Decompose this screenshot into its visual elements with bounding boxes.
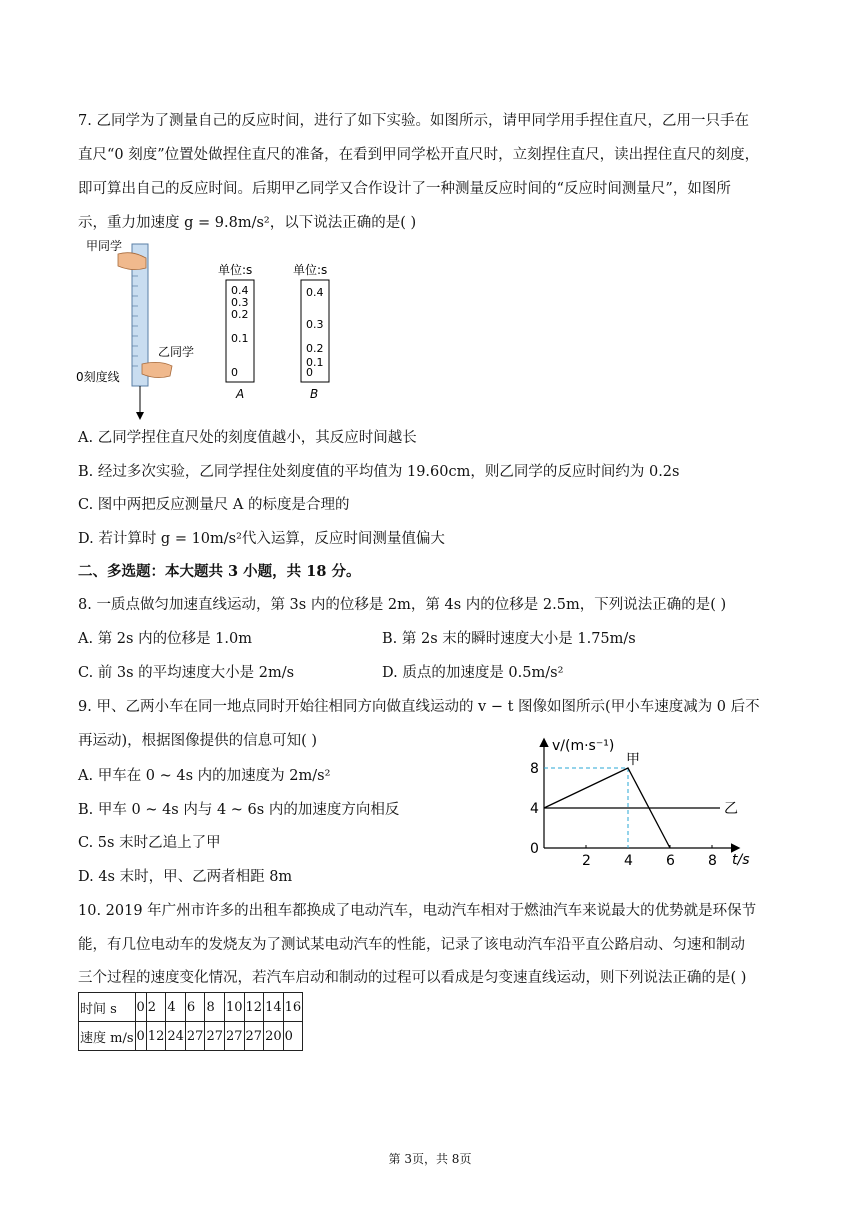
label-zero-line: 0刻度线 bbox=[76, 370, 120, 384]
q10-stem-line-2: 能，有几位电动车的发烧友为了测试某电动汽车的性能，记录了该电动汽车沿平直公路启动、匀速和制动 bbox=[78, 937, 745, 953]
lower-hand-icon bbox=[142, 362, 172, 377]
q9-option-a: A. 甲车在 0 ~ 4s 内的加速度为 2m/s² bbox=[78, 768, 331, 784]
table-cell: 16 bbox=[283, 993, 303, 1022]
table-cell: 12 bbox=[244, 993, 264, 1022]
q10-stem-line-1: 10. 2019 年广州市许多的出租车都换成了电动汽车，电动汽车相对于燃油汽车来说最大的优势就是环保节 bbox=[78, 903, 757, 919]
table-cell: 速度 m/s bbox=[79, 1022, 136, 1051]
q7-stem-line-2: 直尺“0 刻度”位置处做捏住直尺的准备，在看到甲同学松开直尺时，立刻捏住直尺，读出捏住直尺的刻度， bbox=[78, 147, 760, 163]
table-cell: 27 bbox=[185, 1022, 205, 1051]
q7-option-a: A. 乙同学捏住直尺处的刻度值越小，其反应时间越长 bbox=[78, 430, 417, 446]
q8-stem: 8. 一质点做匀加速直线运动，第 3s 内的位移是 2m，第 4s 内的位移是 2.5m，下列说法正确的是( ) bbox=[78, 597, 727, 613]
q9-option-d: D. 4s 末时，甲、乙两者相距 8m bbox=[78, 869, 293, 885]
ruler-b-tick: 0 bbox=[306, 366, 313, 379]
table-cell: 0 bbox=[283, 1022, 303, 1051]
table-cell: 6 bbox=[185, 993, 205, 1022]
table-row-speed bbox=[79, 1022, 303, 1051]
ruler-b-tick: 0.4 bbox=[306, 286, 324, 299]
down-arrow-icon bbox=[136, 412, 144, 420]
label-jia: 甲 bbox=[626, 752, 640, 768]
table-cell: 20 bbox=[264, 1022, 284, 1051]
q7-stem-line-4: 示，重力加速度 g = 9.8m/s²，以下说法正确的是( ) bbox=[78, 215, 417, 231]
q8-option-d: D. 质点的加速度是 0.5m/s² bbox=[382, 665, 564, 681]
q9-vt-graph bbox=[524, 732, 764, 868]
ruler-a-tick: 0.4 bbox=[231, 284, 249, 297]
q10-data-table bbox=[78, 992, 303, 1051]
x-tick: 6 bbox=[666, 853, 675, 868]
q7-ruler-figure bbox=[76, 236, 356, 422]
q9-option-c: C. 5s 末时乙追上了甲 bbox=[78, 835, 221, 851]
ruler-a-caption: A bbox=[236, 387, 245, 401]
q7-option-c: C. 图中两把反应测量尺 A 的标度是合理的 bbox=[78, 497, 350, 513]
x-tick: 2 bbox=[582, 853, 591, 868]
table-cell: 时间 s bbox=[79, 993, 136, 1022]
q7-stem-line-1: 7. 乙同学为了测量自己的反应时间，进行了如下实验。如图所示，请甲同学用手捏住直尺，乙用一只手在 bbox=[78, 113, 749, 129]
table-cell: 27 bbox=[224, 1022, 244, 1051]
q8-option-a: A. 第 2s 内的位移是 1.0m bbox=[78, 631, 252, 647]
table-cell: 8 bbox=[205, 993, 225, 1022]
table-cell: 24 bbox=[166, 1022, 186, 1051]
x-tick: 8 bbox=[708, 853, 717, 868]
ruler-b-tick: 0.2 bbox=[306, 342, 324, 355]
ruler-b-unit: 单位:s bbox=[293, 263, 328, 277]
label-jia-tongxue: 甲同学 bbox=[86, 239, 123, 253]
y-tick: 8 bbox=[530, 761, 539, 777]
table-cell: 4 bbox=[166, 993, 186, 1022]
label-yi-tongxue: 乙同学 bbox=[158, 345, 195, 359]
graph-xlabel: t/s bbox=[732, 852, 750, 868]
table-row-time bbox=[79, 993, 303, 1022]
q8-option-c: C. 前 3s 的平均速度大小是 2m/s bbox=[78, 665, 295, 681]
ruler-b-caption: B bbox=[310, 387, 319, 401]
q7-stem-line-3: 即可算出自己的反应时间。后期甲乙同学又合作设计了一种测量反应时间的“反应时间测量尺”，如图所 bbox=[78, 181, 731, 197]
ruler-a-tick: 0.3 bbox=[231, 296, 249, 309]
q8-option-b: B. 第 2s 末的瞬时速度大小是 1.75m/s bbox=[382, 631, 636, 647]
page-footer: 第 3页，共 8页 bbox=[388, 1152, 472, 1166]
table-cell: 27 bbox=[244, 1022, 264, 1051]
q7-option-d: D. 若计算时 g = 10m/s²代入运算，反应时间测量值偏大 bbox=[78, 531, 445, 547]
q9-stem-line-1: 9. 甲、乙两小车在同一地点同时开始往相同方向做直线运动的 v − t 图像如图所示(甲小车速度减为 0 后不 bbox=[78, 699, 760, 715]
ruler-b-tick: 0.1 bbox=[306, 356, 324, 369]
q9-option-b: B. 甲车 0 ~ 4s 内与 4 ~ 6s 内的加速度方向相反 bbox=[78, 802, 400, 818]
ruler-b-tick: 0.3 bbox=[306, 318, 324, 331]
ruler-a-tick: 0.2 bbox=[231, 308, 249, 321]
ruler-a-tick: 0 bbox=[231, 366, 238, 379]
table-cell: 10 bbox=[224, 993, 244, 1022]
ruler-a-tick: 0.1 bbox=[231, 332, 249, 345]
q7-option-b: B. 经过多次实验，乙同学捏住处刻度值的平均值为 19.60cm，则乙同学的反应时间约为 0.2s bbox=[78, 464, 680, 480]
x-tick: 4 bbox=[624, 853, 633, 868]
table-cell: 2 bbox=[146, 993, 166, 1022]
table-cell: 14 bbox=[264, 993, 284, 1022]
graph-ylabel: v/(m·s⁻¹) bbox=[552, 738, 615, 754]
table-cell: 12 bbox=[146, 1022, 166, 1051]
q10-stem-line-3: 三个过程的速度变化情况，若汽车启动和制动的过程可以看成是匀变速直线运动，则下列说法正确的是( ) bbox=[78, 970, 747, 986]
y-tick: 0 bbox=[530, 841, 539, 857]
table-cell: 0 bbox=[135, 1022, 146, 1051]
table-cell: 0 bbox=[135, 993, 146, 1022]
y-tick: 4 bbox=[530, 801, 539, 817]
q9-stem-line-2: 再运动)，根据图像提供的信息可知( ) bbox=[78, 733, 318, 749]
section-heading: 二、多选题：本大题共 3 小题，共 18 分。 bbox=[78, 563, 361, 580]
label-yi: 乙 bbox=[724, 801, 738, 817]
table-cell: 27 bbox=[205, 1022, 225, 1051]
ruler-a-unit: 单位:s bbox=[218, 263, 253, 277]
